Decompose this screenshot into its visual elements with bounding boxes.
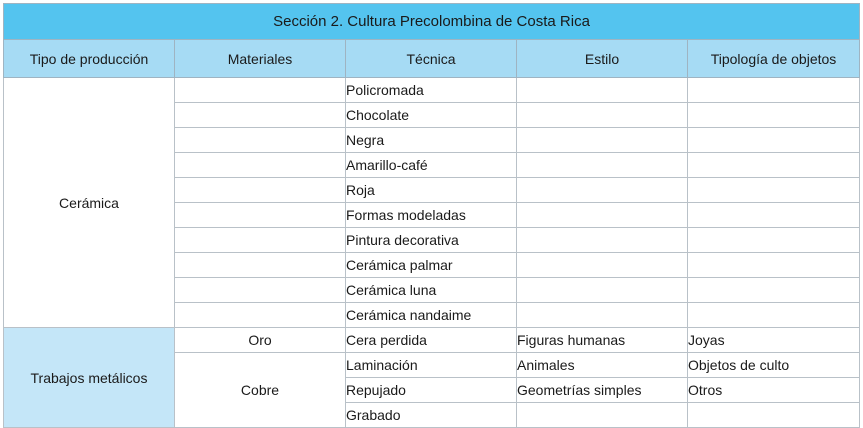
estilo-cell [517,278,688,303]
tipologia-cell [688,153,860,178]
table-title: Sección 2. Cultura Precolombina de Costa Rica [4,4,860,40]
table-row [4,328,860,353]
tecnica-cell: Laminación [346,353,517,378]
material-cell [175,278,346,303]
estilo-cell [517,153,688,178]
tecnica-cell: Negra [346,128,517,153]
estilo-cell [517,228,688,253]
header-materiales: Materiales [175,40,346,78]
material-cell [175,178,346,203]
material-cell [175,303,346,328]
estilo-cell [517,203,688,228]
material-cell [175,78,346,103]
culture-table [3,3,860,428]
estilo-cell [517,253,688,278]
tecnica-cell: Pintura decorativa [346,228,517,253]
tipologia-cell [688,78,860,103]
material-cell [175,103,346,128]
tipologia-cell [688,203,860,228]
tecnica-cell: Roja [346,178,517,203]
material-cell [175,203,346,228]
tecnica-cell: Chocolate [346,103,517,128]
estilo-cell: Animales [517,353,688,378]
estilo-cell: Figuras humanas [517,328,688,353]
tecnica-cell: Cerámica palmar [346,253,517,278]
material-cobre: Cobre [175,353,346,428]
estilo-cell [517,103,688,128]
estilo-cell [517,78,688,103]
header-tipologia: Tipología de objetos [688,40,860,78]
tecnica-cell: Amarillo-café [346,153,517,178]
type-metales: Trabajos metálicos [4,328,175,428]
tipologia-cell: Otros [688,378,860,403]
tipologia-cell [688,278,860,303]
tipologia-cell [688,228,860,253]
estilo-cell [517,403,688,428]
tecnica-cell: Policromada [346,78,517,103]
tecnica-cell: Formas modeladas [346,203,517,228]
tipologia-cell [688,103,860,128]
table-row [4,78,860,103]
estilo-cell [517,303,688,328]
material-cell [175,128,346,153]
tecnica-cell: Cerámica luna [346,278,517,303]
estilo-cell [517,178,688,203]
tecnica-cell: Cera perdida [346,328,517,353]
tecnica-cell: Repujado [346,378,517,403]
header-tecnica: Técnica [346,40,517,78]
material-cell [175,253,346,278]
estilo-cell [517,128,688,153]
tipologia-cell [688,253,860,278]
material-oro: Oro [175,328,346,353]
header-estilo: Estilo [517,40,688,78]
type-ceramica: Cerámica [4,78,175,328]
tipologia-cell [688,178,860,203]
tipologia-cell [688,403,860,428]
tecnica-cell: Cerámica nandaime [346,303,517,328]
material-cell [175,228,346,253]
header-tipo: Tipo de producción [4,40,175,78]
material-cell [175,153,346,178]
estilo-cell: Geometrías simples [517,378,688,403]
tipologia-cell [688,128,860,153]
tecnica-cell: Grabado [346,403,517,428]
tipologia-cell: Joyas [688,328,860,353]
tipologia-cell [688,303,860,328]
tipologia-cell: Objetos de culto [688,353,860,378]
